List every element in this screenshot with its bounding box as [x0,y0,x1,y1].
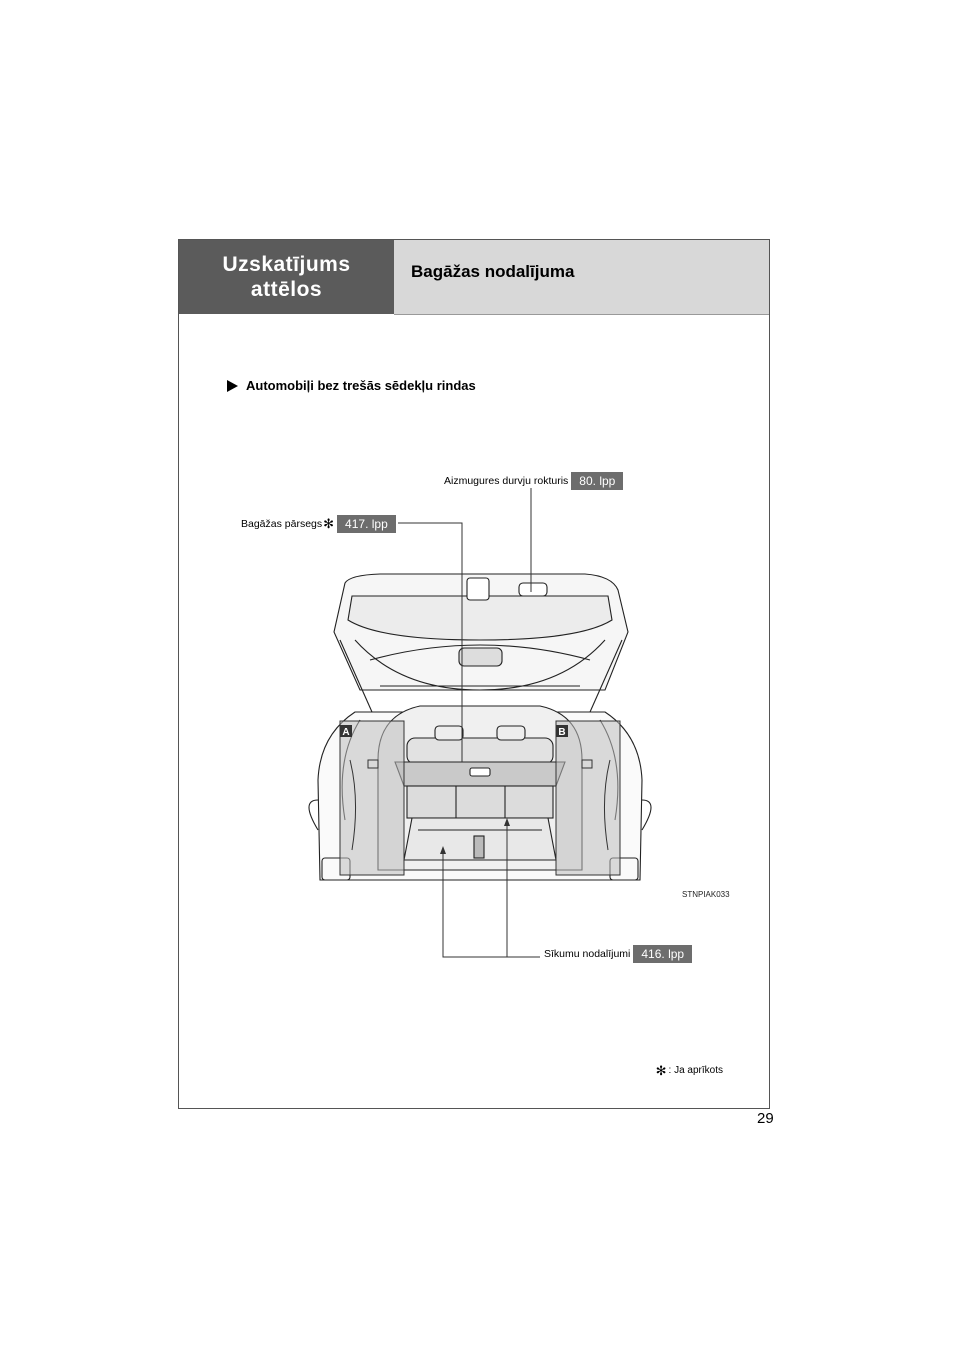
marker-a-label: A [342,727,350,738]
side-panel-b [556,721,620,875]
footnote-text: : Ja aprīkots [668,1065,723,1076]
subheading-text: Automobiļi bez trešās sēdekļu rindas [246,378,476,393]
asterisk-icon: ✻ [323,516,335,531]
cargo-cover-page-ref: 417. lpp [337,515,396,533]
storage-compartments-label: Sīkumu nodalījumi [544,948,631,960]
storage-compartments-page-ref: 416. lpp [633,945,692,963]
callout-tailgate-handle [444,472,623,490]
asterisk-icon: ✻ [655,1062,667,1078]
tailgate-handle-label: Aizmugures durvju rokturis [444,475,569,487]
side-panel-a [340,721,404,875]
tailgate-handle-page-ref: 80. lpp [571,472,623,490]
callout-cargo-cover [241,515,396,533]
figure-code: STNPIAK033 [682,890,730,899]
page-title: Bagāžas nodalījuma [411,262,575,281]
callout-storage-compartments [544,945,692,963]
page-number: 29 [757,1110,774,1127]
marker-b-label: B [558,727,566,738]
section-title: Uzskatījums attēlos [222,253,351,301]
cargo-cover-label: Bagāžas pārsegs [241,518,323,530]
